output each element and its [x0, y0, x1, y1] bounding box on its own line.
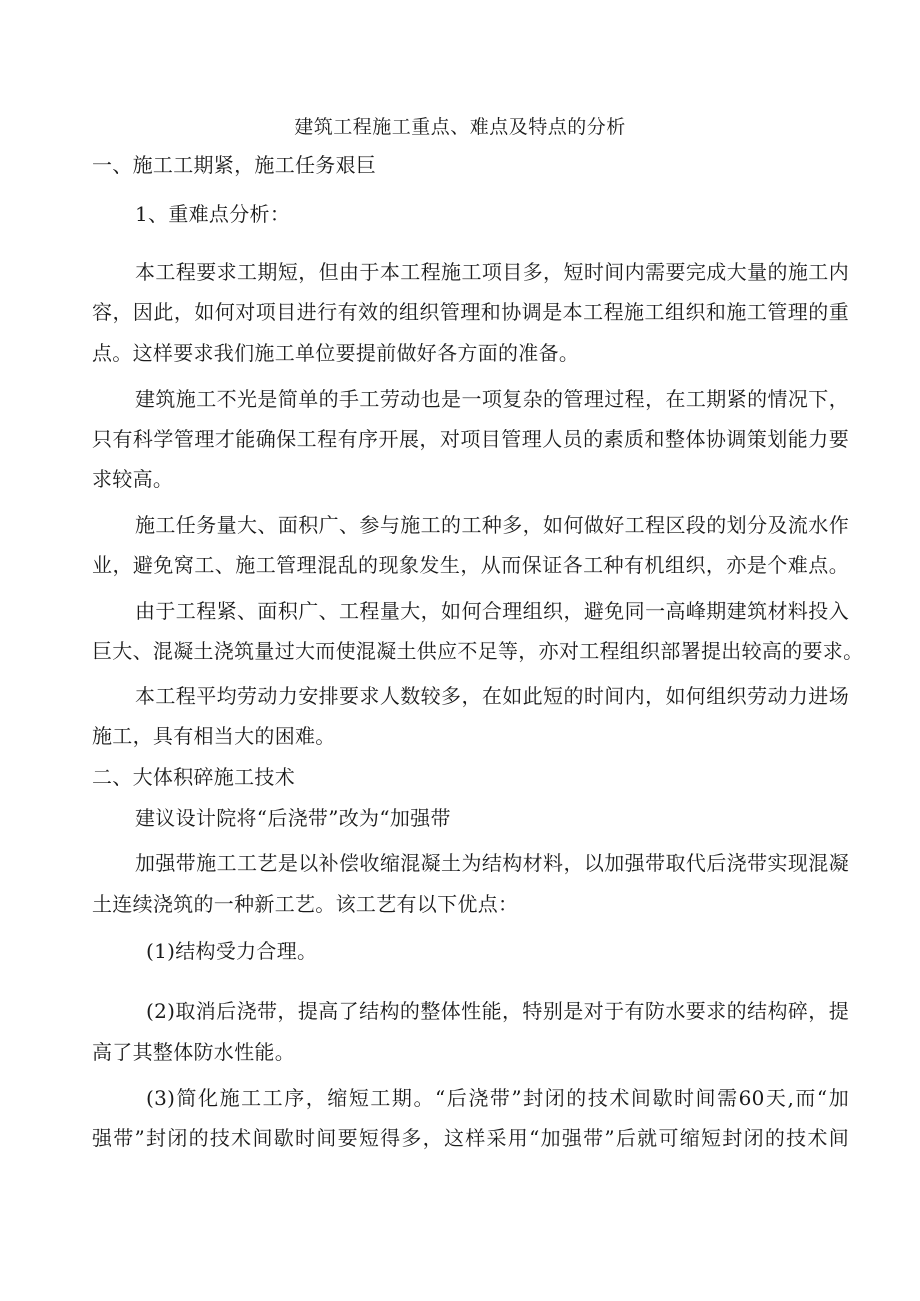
list-item-2-line-1: (2)取消后浇带，提高了结构的整体性能，特别是对于有防水要求的结构碎，提: [146, 999, 849, 1023]
list-item-3-line-2: 强带”封闭的技术间歇时间要短得多，这样采用“加强带”后就可缩短封闭的技术间: [92, 1126, 849, 1150]
subsection-heading-1: 1、重难点分析：: [135, 202, 291, 226]
list-item-2-line-2: 高了其整体防水性能。: [92, 1040, 295, 1064]
document-title: 建筑工程施工重点、难点及特点的分析: [294, 116, 626, 138]
paragraph-6: 建议设计院将“后浇带”改为“加强带: [135, 806, 451, 830]
paragraph-5-line-2: 施工，具有相当大的困难。: [92, 724, 336, 748]
section-heading-1: 一、施工工期紧，施工任务艰巨: [92, 153, 377, 177]
paragraph-1-line-2: 容，因此，如何对项目进行有效的组织管理和协调是本工程施工组织和施工管理的重: [92, 300, 849, 324]
paragraph-7-line-2: 土连续浇筑的一种新工艺。该工艺有以下优点：: [92, 892, 519, 916]
paragraph-2-line-3: 求较高。: [92, 467, 174, 491]
paragraph-4-line-1: 由于工程紧、面积广、工程量大，如何合理组织，避免同一高峰期建筑材料投入: [135, 599, 849, 623]
paragraph-2-line-1: 建筑施工不光是简单的手工劳动也是一项复杂的管理过程，在工期紧的情况下，: [135, 387, 849, 411]
list-item-1: (1)结构受力合理。: [146, 939, 318, 963]
paragraph-5-line-1: 本工程平均劳动力安排要求人数较多，在如此短的时间内，如何组织劳动力进场: [135, 684, 849, 708]
section-heading-2: 二、大体积碎施工技术: [92, 765, 295, 789]
paragraph-1-line-3: 点。这样要求我们施工单位要提前做好各方面的准备。: [92, 341, 580, 365]
paragraph-1-line-1: 本工程要求工期短，但由于本工程施工项目多，短时间内需要完成大量的施工内: [135, 260, 849, 284]
paragraph-4-line-2: 巨大、混凝土浇筑量过大而使混凝土供应不足等，亦对工程组织部署提出较高的要求。: [92, 639, 864, 663]
paragraph-3-line-2: 业，避免窝工、施工管理混乱的现象发生，从而保证各工种有机组织，亦是个难点。: [92, 553, 849, 577]
list-item-3-line-1: (3)简化施工工序，缩短工期。“后浇带”封闭的技术间歇时间需60天,而“加: [146, 1086, 849, 1110]
paragraph-3-line-1: 施工任务量大、面积广、参与施工的工种多，如何做好工程区段的划分及流水作: [135, 513, 849, 537]
paragraph-2-line-2: 只有科学管理才能确保工程有序开展，对项目管理人员的素质和整体协调策划能力要: [92, 427, 849, 451]
paragraph-7-line-1: 加强带施工工艺是以补偿收缩混凝土为结构材料，以加强带取代后浇带实现混凝: [135, 851, 849, 875]
